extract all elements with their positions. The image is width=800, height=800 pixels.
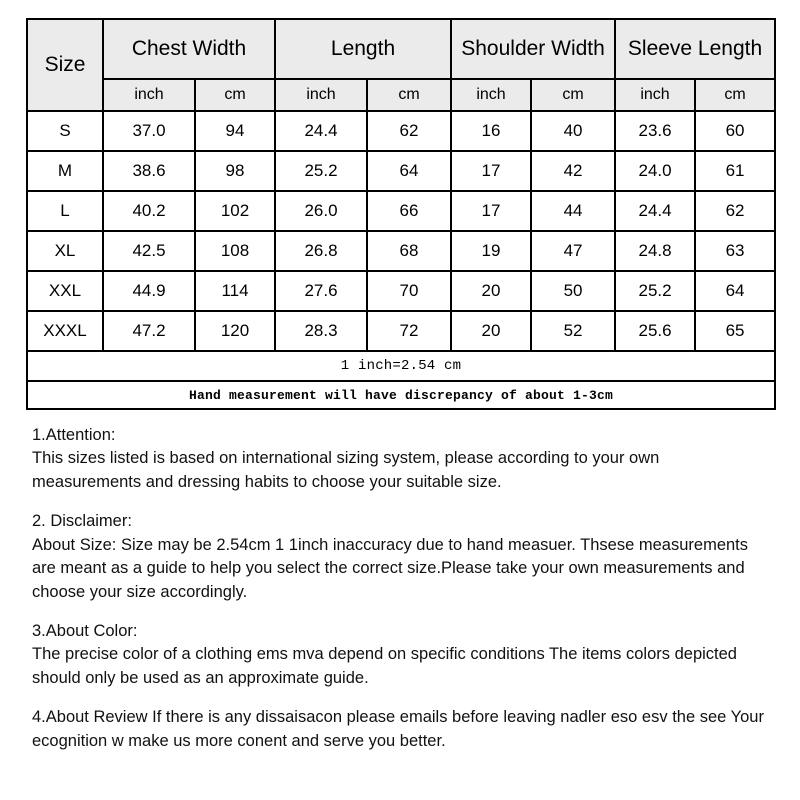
note-attention-body: This sizes listed is based on international sizing system, please according to your own measurements and dressing habits to choose your suitable size. (32, 449, 660, 491)
cell-chest-cm: 94 (195, 111, 275, 151)
note-review-body: 4.About Review If there is any dissaisacon please emails before leaving nadler eso esv the see Your ecognition w make us more conent and serve you better. (32, 708, 764, 750)
cell-sleeve-inch: 24.4 (615, 191, 695, 231)
cell-length-cm: 66 (367, 191, 451, 231)
header-sleeve-length: Sleeve Length (615, 19, 775, 79)
note-attention-title: 1.Attention: (32, 426, 116, 444)
cell-chest-inch: 38.6 (103, 151, 195, 191)
unit-chest-cm: cm (195, 79, 275, 111)
row-size: L (27, 191, 103, 231)
unit-length-inch: inch (275, 79, 367, 111)
cell-chest-cm: 120 (195, 311, 275, 351)
cell-chest-cm: 102 (195, 191, 275, 231)
cell-length-inch: 26.0 (275, 191, 367, 231)
footnote-discrepancy: Hand measurement will have discrepancy of about 1-3cm (27, 381, 775, 409)
cell-sleeve-inch: 24.0 (615, 151, 695, 191)
cell-chest-inch: 44.9 (103, 271, 195, 311)
unit-sleeve-inch: inch (615, 79, 695, 111)
cell-length-cm: 72 (367, 311, 451, 351)
unit-chest-inch: inch (103, 79, 195, 111)
header-size: Size (27, 19, 103, 111)
unit-shoulder-cm: cm (531, 79, 615, 111)
cell-shoulder-cm: 40 (531, 111, 615, 151)
cell-length-cm: 62 (367, 111, 451, 151)
cell-sleeve-cm: 65 (695, 311, 775, 351)
cell-chest-inch: 40.2 (103, 191, 195, 231)
cell-length-inch: 26.8 (275, 231, 367, 271)
cell-shoulder-inch: 17 (451, 151, 531, 191)
table-footnote-discrepancy-row (27, 381, 775, 409)
cell-sleeve-inch: 25.2 (615, 271, 695, 311)
unit-length-cm: cm (367, 79, 451, 111)
cell-shoulder-inch: 20 (451, 311, 531, 351)
cell-chest-cm: 98 (195, 151, 275, 191)
cell-shoulder-cm: 52 (531, 311, 615, 351)
table-header-row (27, 19, 775, 79)
note-color (32, 620, 768, 690)
cell-length-cm: 68 (367, 231, 451, 271)
cell-shoulder-cm: 42 (531, 151, 615, 191)
cell-shoulder-inch: 17 (451, 191, 531, 231)
unit-shoulder-inch: inch (451, 79, 531, 111)
row-size: M (27, 151, 103, 191)
note-color-title: 3.About Color: (32, 621, 138, 640)
notes-section (32, 424, 768, 753)
cell-shoulder-inch: 19 (451, 231, 531, 271)
header-shoulder-width: Shoulder Width (451, 19, 615, 79)
cell-shoulder-cm: 44 (531, 191, 615, 231)
table-row (27, 151, 775, 191)
size-chart-table (26, 18, 776, 410)
cell-length-cm: 70 (367, 271, 451, 311)
cell-chest-cm: 108 (195, 231, 275, 271)
table-row (27, 191, 775, 231)
cell-shoulder-cm: 50 (531, 271, 615, 311)
row-size: S (27, 111, 103, 151)
cell-sleeve-inch: 25.6 (615, 311, 695, 351)
unit-sleeve-cm: cm (695, 79, 775, 111)
table-row (27, 311, 775, 351)
cell-chest-inch: 47.2 (103, 311, 195, 351)
cell-sleeve-cm: 64 (695, 271, 775, 311)
cell-shoulder-cm: 47 (531, 231, 615, 271)
header-chest-width: Chest Width (103, 19, 275, 79)
cell-length-inch: 27.6 (275, 271, 367, 311)
cell-chest-inch: 42.5 (103, 231, 195, 271)
note-disclaimer-title: 2. Disclaimer: (32, 512, 132, 531)
footnote-conversion: 1 inch=2.54 cm (27, 351, 775, 381)
cell-sleeve-cm: 62 (695, 191, 775, 231)
note-color-body: The precise color of a clothing ems mva depend on specific conditions The items colors depicted should only be used as an approximate guide. (32, 645, 737, 687)
note-attention (32, 424, 768, 494)
cell-chest-cm: 114 (195, 271, 275, 311)
cell-length-inch: 25.2 (275, 151, 367, 191)
cell-length-cm: 64 (367, 151, 451, 191)
header-length: Length (275, 19, 451, 79)
cell-sleeve-inch: 24.8 (615, 231, 695, 271)
note-disclaimer (32, 510, 768, 604)
cell-length-inch: 28.3 (275, 311, 367, 351)
note-disclaimer-body: About Size: Size may be 2.54cm 1 1inch inaccuracy due to hand measuer. Thsese measurements are meant as a guide to help you select the correct size.Please take your own measurements and choose your size accordingly. (32, 535, 749, 601)
table-footnote-conversion-row (27, 351, 775, 381)
cell-chest-inch: 37.0 (103, 111, 195, 151)
table-unit-row (27, 79, 775, 111)
note-review (32, 706, 768, 753)
table-row (27, 271, 775, 311)
cell-sleeve-cm: 60 (695, 111, 775, 151)
row-size: XXL (27, 271, 103, 311)
table-row (27, 111, 775, 151)
row-size: XXXL (27, 311, 103, 351)
cell-shoulder-inch: 16 (451, 111, 531, 151)
cell-sleeve-cm: 63 (695, 231, 775, 271)
table-row (27, 231, 775, 271)
cell-sleeve-inch: 23.6 (615, 111, 695, 151)
cell-sleeve-cm: 61 (695, 151, 775, 191)
cell-shoulder-inch: 20 (451, 271, 531, 311)
cell-length-inch: 24.4 (275, 111, 367, 151)
row-size: XL (27, 231, 103, 271)
